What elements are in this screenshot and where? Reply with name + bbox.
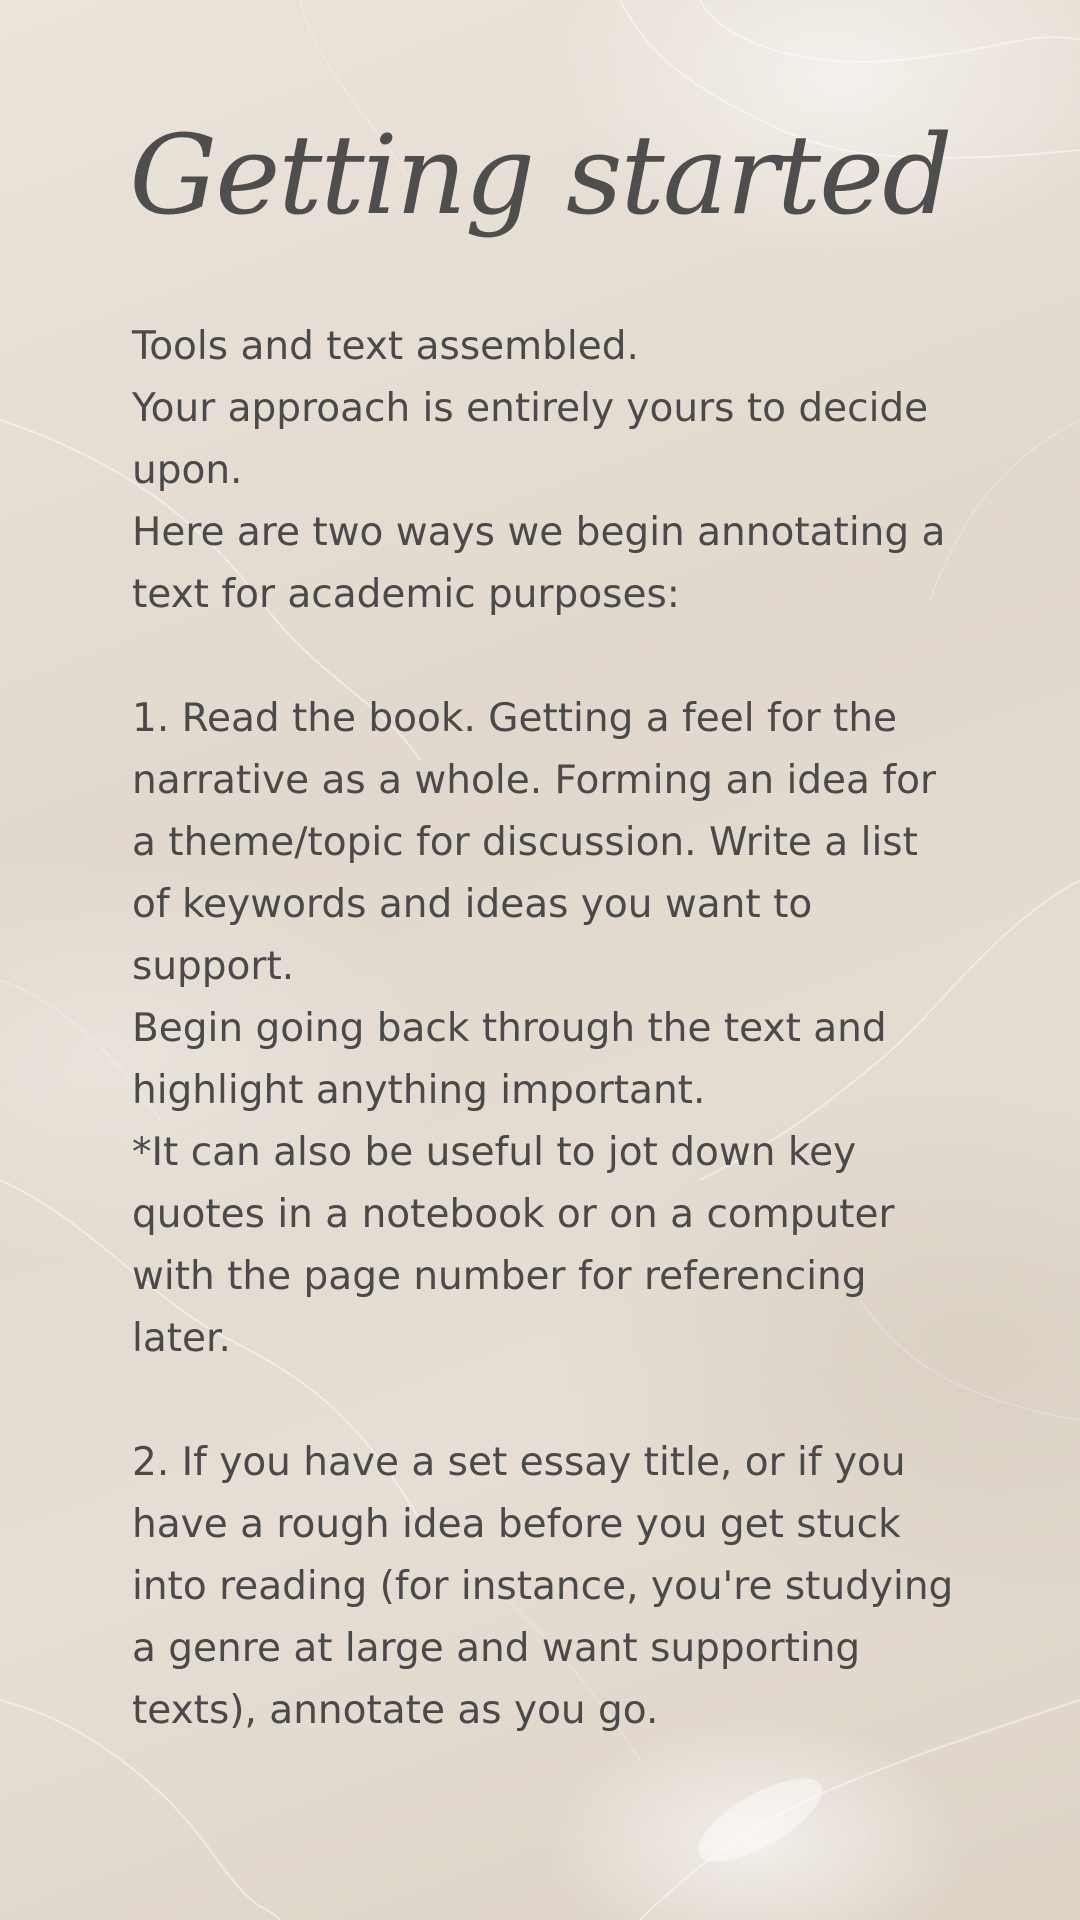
text-line: of keywords and ideas you want to xyxy=(132,882,813,927)
text-line: texts), annotate as you go. xyxy=(132,1688,659,1733)
paragraph-gap xyxy=(132,626,952,688)
paragraph-gap xyxy=(132,1370,952,1432)
page-title: Getting started xyxy=(129,111,951,239)
text-line: Begin going back through the text and xyxy=(132,1006,887,1051)
text-line: upon. xyxy=(132,448,243,493)
text-line: support. xyxy=(132,944,295,989)
text-line: text for academic purposes: xyxy=(132,572,680,617)
text-line: Tools and text assembled. xyxy=(132,324,639,369)
text-line: Here are two ways we begin annotating a xyxy=(132,510,946,555)
body-text xyxy=(132,316,952,1742)
text-line: narrative as a whole. Forming an idea for xyxy=(132,758,936,803)
text-line: with the page number for referencing xyxy=(132,1254,867,1299)
text-line: into reading (for instance, you're studying xyxy=(132,1564,954,1609)
text-line: 1. Read the book. Getting a feel for the xyxy=(132,696,898,741)
text-line: Your approach is entirely yours to decide xyxy=(132,386,929,431)
text-line: a genre at large and want supporting xyxy=(132,1626,861,1671)
text-line: have a rough idea before you get stuck xyxy=(132,1502,901,1547)
text-line: highlight anything important. xyxy=(132,1068,706,1113)
text-line: quotes in a notebook or on a computer xyxy=(132,1192,895,1237)
text-line: a theme/topic for discussion. Write a list xyxy=(132,820,918,865)
text-line: later. xyxy=(132,1316,231,1361)
text-line: *It can also be useful to jot down key xyxy=(132,1130,857,1175)
text-line: 2. If you have a set essay title, or if you xyxy=(132,1440,906,1485)
